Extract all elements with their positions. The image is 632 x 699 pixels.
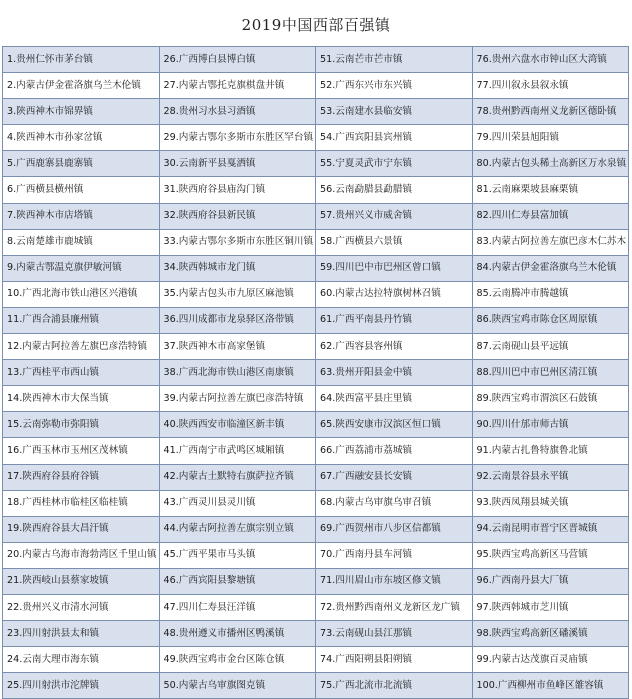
town-cell: 41.广西南宁市武鸣区城厢镇 xyxy=(159,438,316,464)
town-cell: 44.内蒙古阿拉善左旗宗别立镇 xyxy=(159,516,316,542)
town-cell: 18.广西桂林市临桂区临桂镇 xyxy=(3,490,160,516)
town-cell: 58.广西横县六景镇 xyxy=(316,229,473,255)
town-cell: 37.陕西神木市高家堡镇 xyxy=(159,334,316,360)
town-cell: 74.广西阳朔县阳朔镇 xyxy=(316,647,473,673)
town-cell: 13.广西桂平市西山镇 xyxy=(3,360,160,386)
table-row xyxy=(3,490,629,516)
town-cell: 87.云南砚山县平远镇 xyxy=(472,334,629,360)
town-cell: 81.云南麻栗坡县麻栗镇 xyxy=(472,177,629,203)
town-cell: 68.内蒙古乌审旗乌审召镇 xyxy=(316,490,473,516)
town-cell: 22.贵州兴义市清水河镇 xyxy=(3,594,160,620)
table-row xyxy=(3,151,629,177)
town-cell: 28.贵州习水县习酒镇 xyxy=(159,99,316,125)
table-row xyxy=(3,334,629,360)
table-row xyxy=(3,673,629,699)
town-cell: 5.广西鹿寨县鹿寨镇 xyxy=(3,151,160,177)
town-cell: 11.广西合浦县廉州镇 xyxy=(3,307,160,333)
town-cell: 76.贵州六盘水市钟山区大湾镇 xyxy=(472,47,629,73)
table-row xyxy=(3,647,629,673)
town-cell: 46.广西宾阳县黎塘镇 xyxy=(159,568,316,594)
town-cell: 42.内蒙古土默特右旗萨拉齐镇 xyxy=(159,464,316,490)
town-cell: 70.广西南丹县车河镇 xyxy=(316,542,473,568)
table-row xyxy=(3,412,629,438)
town-cell: 63.贵州开阳县金中镇 xyxy=(316,360,473,386)
table-row xyxy=(3,360,629,386)
ranking-table-body xyxy=(3,47,629,699)
town-cell: 47.四川仁寿县汪洋镇 xyxy=(159,594,316,620)
town-cell: 97.陕西韩城市芝川镇 xyxy=(472,594,629,620)
table-row xyxy=(3,464,629,490)
town-cell: 12.内蒙古阿拉善左旗巴彦浩特镇 xyxy=(3,334,160,360)
town-cell: 57.贵州兴义市威舍镇 xyxy=(316,203,473,229)
town-cell: 4.陕西神木市孙家岔镇 xyxy=(3,125,160,151)
town-cell: 100.广西柳州市鱼峰区雒容镇 xyxy=(472,673,629,699)
town-cell: 59.四川巴中市巴州区曾口镇 xyxy=(316,255,473,281)
table-row xyxy=(3,594,629,620)
town-cell: 15.云南弥勒市弥阳镇 xyxy=(3,412,160,438)
town-cell: 79.四川荣县旭阳镇 xyxy=(472,125,629,151)
town-cell: 90.四川什邡市师古镇 xyxy=(472,412,629,438)
town-cell: 91.内蒙古扎鲁特旗鲁北镇 xyxy=(472,438,629,464)
town-cell: 93.陕西凤翔县城关镇 xyxy=(472,490,629,516)
town-cell: 17.陕西府谷县府谷镇 xyxy=(3,464,160,490)
town-cell: 32.陕西府谷县新民镇 xyxy=(159,203,316,229)
table-row xyxy=(3,125,629,151)
table-row xyxy=(3,47,629,73)
town-cell: 69.广西贺州市八步区信都镇 xyxy=(316,516,473,542)
town-cell: 35.内蒙古包头市九原区麻池镇 xyxy=(159,281,316,307)
town-cell: 24.云南大理市海东镇 xyxy=(3,647,160,673)
town-cell: 49.陕西宝鸡市金台区陈仓镇 xyxy=(159,647,316,673)
town-cell: 50.内蒙古乌审旗图克镇 xyxy=(159,673,316,699)
town-cell: 65.陕西安康市汉滨区恒口镇 xyxy=(316,412,473,438)
town-cell: 85.云南腾冲市腾越镇 xyxy=(472,281,629,307)
table-row xyxy=(3,203,629,229)
town-cell: 86.陕西宝鸡市陈仓区周原镇 xyxy=(472,307,629,333)
town-cell: 19.陕西府谷县大昌汗镇 xyxy=(3,516,160,542)
town-cell: 94.云南昆明市晋宁区晋城镇 xyxy=(472,516,629,542)
town-cell: 61.广西平南县丹竹镇 xyxy=(316,307,473,333)
town-cell: 21.陕西岐山县蔡家坡镇 xyxy=(3,568,160,594)
town-cell: 53.云南建水县临安镇 xyxy=(316,99,473,125)
town-cell: 1.贵州仁怀市茅台镇 xyxy=(3,47,160,73)
town-cell: 64.陕西富平县庄里镇 xyxy=(316,386,473,412)
town-cell: 9.内蒙古鄂温克旗伊敏河镇 xyxy=(3,255,160,281)
table-row xyxy=(3,73,629,99)
town-cell: 72.贵州黔西南州义龙新区龙广镇 xyxy=(316,594,473,620)
town-cell: 78.贵州黔西南州义龙新区德卧镇 xyxy=(472,99,629,125)
table-row xyxy=(3,438,629,464)
town-cell: 83.内蒙古阿拉善左旗巴彦木仁苏木 xyxy=(472,229,629,255)
town-cell: 48.贵州遵义市播州区鸭溪镇 xyxy=(159,621,316,647)
town-cell: 26.广西博白县博白镇 xyxy=(159,47,316,73)
town-cell: 55.宁夏灵武市宁东镇 xyxy=(316,151,473,177)
town-cell: 80.内蒙古包头稀土高新区万水泉镇 xyxy=(472,151,629,177)
table-row xyxy=(3,255,629,281)
town-cell: 52.广西东兴市东兴镇 xyxy=(316,73,473,99)
town-cell: 98.陕西宝鸡高新区磻溪镇 xyxy=(472,621,629,647)
table-row xyxy=(3,229,629,255)
town-cell: 75.广西北流市北流镇 xyxy=(316,673,473,699)
town-cell: 89.陕西宝鸡市渭滨区石鼓镇 xyxy=(472,386,629,412)
town-cell: 38.广西北海市铁山港区南康镇 xyxy=(159,360,316,386)
town-cell: 16.广西玉林市玉州区茂林镇 xyxy=(3,438,160,464)
town-cell: 34.陕西韩城市龙门镇 xyxy=(159,255,316,281)
town-cell: 45.广西平果市马头镇 xyxy=(159,542,316,568)
town-cell: 51.云南芒市芒市镇 xyxy=(316,47,473,73)
town-cell: 14.陕西神木市大保当镇 xyxy=(3,386,160,412)
town-cell: 23.四川射洪县太和镇 xyxy=(3,621,160,647)
town-cell: 95.陕西宝鸡高新区马营镇 xyxy=(472,542,629,568)
town-cell: 33.内蒙古鄂尔多斯市东胜区铜川镇 xyxy=(159,229,316,255)
town-cell: 31.陕西府谷县庙沟门镇 xyxy=(159,177,316,203)
table-row xyxy=(3,621,629,647)
town-cell: 92.云南景谷县永平镇 xyxy=(472,464,629,490)
town-cell: 10.广西北海市铁山港区兴港镇 xyxy=(3,281,160,307)
town-cell: 99.内蒙古达茂旗百灵庙镇 xyxy=(472,647,629,673)
town-cell: 30.云南新平县戛洒镇 xyxy=(159,151,316,177)
town-cell: 2.内蒙古伊金霍洛旗乌兰木伦镇 xyxy=(3,73,160,99)
table-row xyxy=(3,307,629,333)
town-cell: 60.内蒙古达拉特旗树林召镇 xyxy=(316,281,473,307)
town-cell: 43.广西灵川县灵川镇 xyxy=(159,490,316,516)
town-cell: 56.云南勐腊县勐腊镇 xyxy=(316,177,473,203)
table-row xyxy=(3,542,629,568)
town-cell: 96.广西南丹县大厂镇 xyxy=(472,568,629,594)
town-cell: 54.广西宾阳县宾州镇 xyxy=(316,125,473,151)
table-row xyxy=(3,386,629,412)
town-cell: 29.内蒙古鄂尔多斯市东胜区罕台镇 xyxy=(159,125,316,151)
town-cell: 66.广西荔浦市荔城镇 xyxy=(316,438,473,464)
town-cell: 25.四川射洪市沱牌镇 xyxy=(3,673,160,699)
table-row xyxy=(3,99,629,125)
town-cell: 7.陕西神木市店塔镇 xyxy=(3,203,160,229)
town-cell: 20.内蒙古乌海市海勃湾区千里山镇 xyxy=(3,542,160,568)
town-cell: 6.广西横县横州镇 xyxy=(3,177,160,203)
table-row xyxy=(3,516,629,542)
town-cell: 71.四川眉山市东坡区修文镇 xyxy=(316,568,473,594)
table-row xyxy=(3,568,629,594)
town-cell: 40.陕西西安市临潼区新丰镇 xyxy=(159,412,316,438)
table-row xyxy=(3,177,629,203)
town-cell: 27.内蒙古鄂托克旗棋盘井镇 xyxy=(159,73,316,99)
town-cell: 88.四川巴中市巴州区清江镇 xyxy=(472,360,629,386)
town-cell: 84.内蒙古伊金霍洛旗乌兰木伦镇 xyxy=(472,255,629,281)
town-cell: 8.云南楚雄市鹿城镇 xyxy=(3,229,160,255)
page-title: 2019中国西部百强镇 xyxy=(241,16,391,34)
town-cell: 36.四川成都市龙泉驿区洛带镇 xyxy=(159,307,316,333)
ranking-table xyxy=(2,46,629,699)
town-cell: 77.四川叙永县叙永镇 xyxy=(472,73,629,99)
town-cell: 39.内蒙古阿拉善左旗巴彦浩特镇 xyxy=(159,386,316,412)
town-cell: 82.四川仁寿县富加镇 xyxy=(472,203,629,229)
town-cell: 3.陕西神木市锦界镇 xyxy=(3,99,160,125)
table-row xyxy=(3,281,629,307)
town-cell: 73.云南砚山县江那镇 xyxy=(316,621,473,647)
town-cell: 62.广西容县容州镇 xyxy=(316,334,473,360)
town-cell: 67.广西融安县长安镇 xyxy=(316,464,473,490)
